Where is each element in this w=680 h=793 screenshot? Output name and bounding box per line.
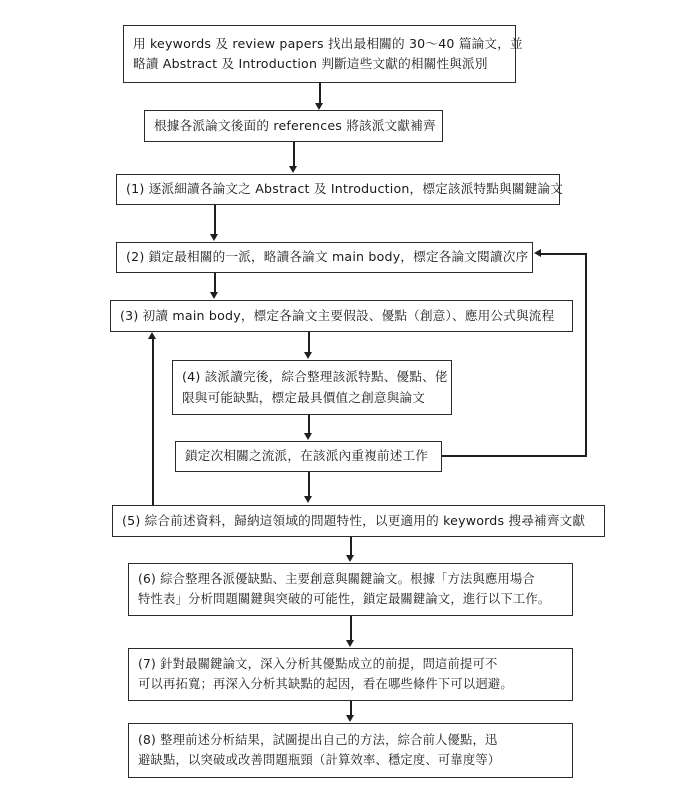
edge-references-to-1-arrow: [289, 166, 297, 173]
node-step-8-line-1: (8) 整理前述分析結果，試圖提出自己的方法，綜合前人優點，迅: [138, 732, 498, 747]
node-step-7: [128, 648, 573, 701]
node-step-repeat-line-1: 鎖定次相關之流派，在該派內重複前述工作: [185, 448, 429, 464]
edge-1-to-2-arrow: [210, 234, 218, 241]
node-step-3: [110, 300, 573, 332]
node-step-2: [116, 242, 533, 273]
edge-5-to-6-line: [350, 537, 352, 555]
edge-feedback-up-to-3-arrow: [148, 332, 156, 339]
edge-2-to-3-line: [214, 273, 216, 293]
node-step-7-line-2: 可以再拓寬；再深入分析其缺點的起因，看在哪些條件下可以迥避。: [138, 676, 513, 691]
edge-2-to-3-arrow: [210, 292, 218, 299]
edge-feedback-up-to-3-v-left: [152, 338, 154, 505]
edge-6-to-7-arrow: [346, 640, 354, 647]
node-step-start-line-2: 略讀 Abstract 及 Introduction 判斷這些文獻的相關性與派別: [133, 56, 488, 71]
edge-repeat-to-5-line: [308, 472, 310, 496]
node-step-4-line-1: (4) 該派讀完後，綜合整理該派特點、優點、佬: [182, 369, 448, 385]
node-step-6: [128, 563, 573, 616]
edge-feedback-repeat-to-2-arrow: [534, 249, 541, 257]
edge-4-to-repeat-arrow: [304, 433, 312, 440]
edge-start-to-references-line: [319, 83, 321, 105]
node-step-start: [123, 25, 523, 83]
node-step-repeat: [175, 441, 442, 472]
node-step-references: [144, 110, 443, 142]
node-step-6-line-1: (6) 綜合整理各派優缺點、主要創意與關鍵論文。根據「方法與應用場合: [138, 571, 536, 586]
node-step-1-line-1: (1) 逐派細讀各論文之 Abstract 及 Introduction，標定該派特點與關鍵論文: [126, 181, 564, 197]
edge-5-to-6-arrow: [346, 555, 354, 562]
edge-repeat-to-5-arrow: [304, 496, 312, 503]
node-step-3-line-1: (3) 初讀 main body，標定各論文主要假設、優點（創意）、應用公式與流程: [120, 307, 555, 323]
edge-4-to-repeat-line: [308, 415, 310, 434]
node-step-5: [112, 505, 605, 537]
node-step-start-line-1: 用 keywords 及 review papers 找出最相關的 30～40 篇論文，並: [133, 35, 523, 51]
edge-1-to-2-line: [214, 205, 216, 234]
node-step-6-line-2: 特性表」分析問題關鍵與突破的可能性，鎖定最關鍵論文，進行以下工作。: [138, 591, 551, 606]
edge-feedback-repeat-to-2-h-top: [541, 253, 587, 255]
edge-feedback-repeat-to-2-v-right: [585, 253, 587, 457]
node-step-7-line-1: (7) 針對最關鍵論文，深入分析其優點成立的前提，問這前提可不: [138, 656, 498, 671]
node-step-5-line-1: (5) 綜合前述資料，歸納這領域的問題特性，以更適用的 keywords 搜尋補齊文獻: [122, 512, 586, 528]
edge-start-to-references-arrow: [315, 103, 323, 110]
edge-3-to-4-arrow: [304, 352, 312, 359]
node-step-8-line-2: 避缺點，以突破或改善問題瓶頸（計算效率、穩定度、可靠度等）: [138, 752, 501, 767]
node-step-8: [128, 723, 573, 778]
edge-7-to-8-arrow: [346, 715, 354, 722]
edge-references-to-1-line: [293, 142, 295, 167]
node-step-4-line-2: 限與可能缺點，標定最具價值之創意與論文: [182, 389, 426, 405]
node-step-4: [172, 360, 452, 415]
edge-6-to-7-line: [350, 616, 352, 640]
node-step-2-line-1: (2) 鎖定最相關的一派，略讀各論文 main body，標定各論文閱讀次序: [126, 249, 529, 265]
node-step-references-line-1: 根據各派論文後面的 references 將該派文獻補齊: [154, 117, 436, 133]
edge-7-to-8-line: [350, 701, 352, 716]
node-step-1: [116, 174, 564, 205]
edge-3-to-4-line: [308, 332, 310, 353]
edge-feedback-repeat-to-2-h-bottom: [442, 455, 587, 457]
